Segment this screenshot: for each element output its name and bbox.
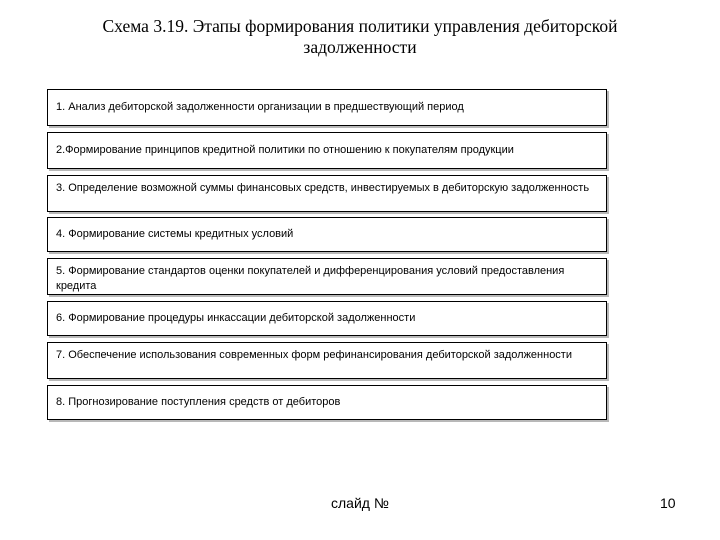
slide-number-label: слайд № [331,495,389,511]
step-box-7: 7. Обеспечение использования современных форм рефинансирования дебиторской задолженности [47,342,607,379]
slide-number: 10 [660,495,676,511]
step-box-4: 4. Формирование системы кредитных условий [47,217,607,252]
step-box-8: 8. Прогнозирование поступления средств от дебиторов [47,385,607,420]
step-box-6: 6. Формирование процедуры инкассации дебиторской задолженности [47,301,607,336]
step-box-2: 2.Формирование принципов кредитной политики по отношению к покупателям продукции [47,132,607,169]
step-box-1: 1. Анализ дебиторской задолженности организации в предшествующий период [47,89,607,126]
slide-title [60,16,660,58]
step-box-3: 3. Определение возможной суммы финансовых средств, инвестируемых в дебиторскую задолженность [47,175,607,212]
step-box-5: 5. Формирование стандартов оценки покупателей и дифференцирования условий предоставления кредита [47,258,607,295]
slide-title-line-2: задолженности [303,37,417,57]
slide-title-line-1: Схема 3.19. Этапы формирования политики управления дебиторской [102,16,618,36]
